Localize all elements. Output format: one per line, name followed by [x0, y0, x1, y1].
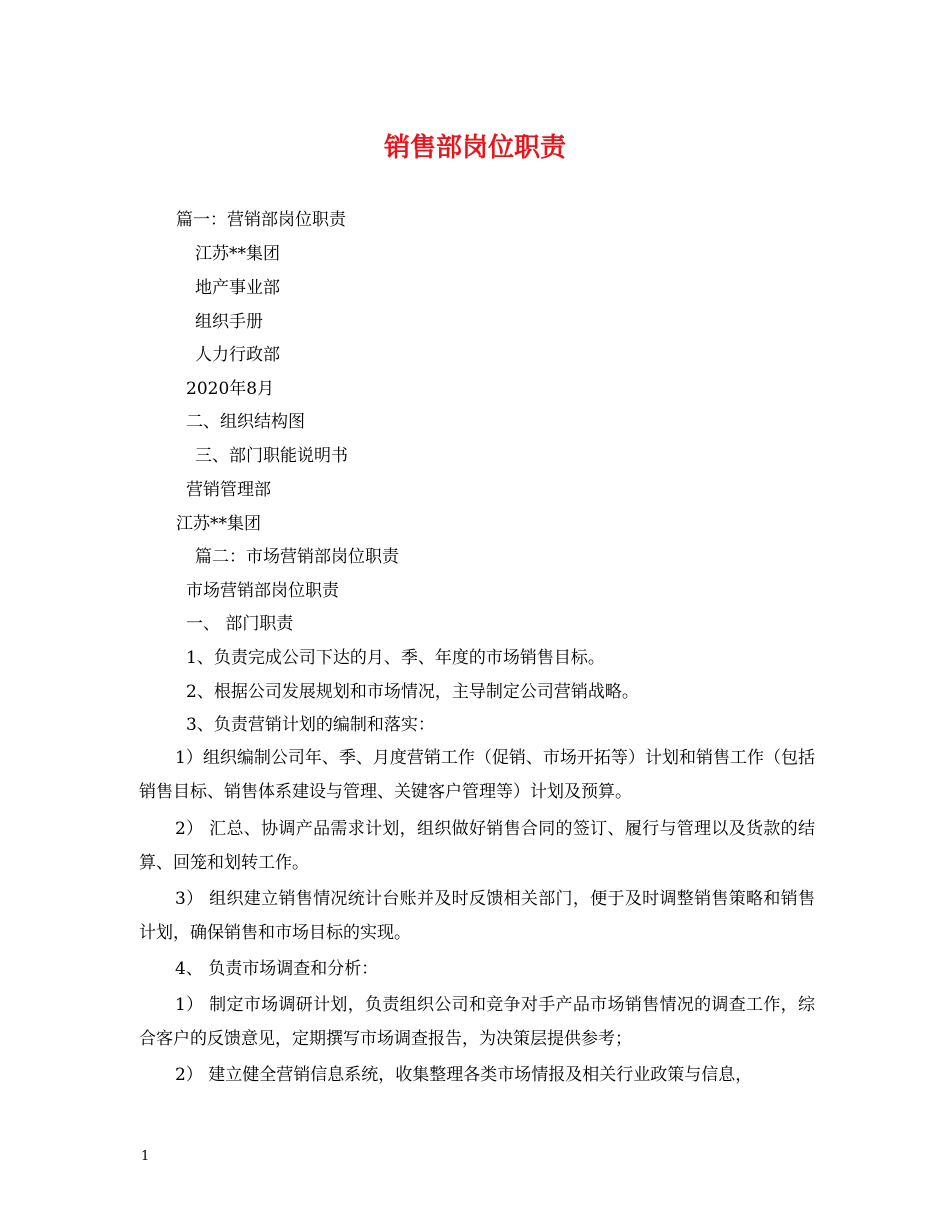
- text-line: 组织手册: [195, 312, 263, 332]
- text-line: 市场营销部岗位职责: [186, 581, 339, 601]
- text-line: 人力行政部: [195, 345, 280, 365]
- text-line: 3、负责营销计划的编制和落实：: [186, 715, 435, 735]
- text-line: 三、部门职能说明书: [195, 446, 348, 466]
- text-line: 二、组织结构图: [186, 412, 305, 432]
- text-line: 江苏**集团: [176, 514, 261, 534]
- page-number: 1: [141, 1149, 150, 1164]
- paragraph: 4、 负责市场调查和分析：: [175, 959, 379, 979]
- document-title: 销售部岗位职责: [383, 133, 566, 163]
- date-line: 2020年8月: [186, 379, 275, 399]
- text-line: 江苏**集团: [195, 244, 280, 264]
- section-heading-2: 篇二：市场营销部岗位职责: [195, 547, 399, 567]
- paragraph: 2） 建立健全营销信息系统，收集整理各类市场情报及相关行业政策与信息，: [175, 1065, 753, 1085]
- text-line: 地产事业部: [195, 278, 280, 298]
- text-line: 1、负责完成公司下达的月、季、年度的市场销售目标。: [186, 648, 605, 668]
- section-heading-1: 篇一：营销部岗位职责: [176, 210, 346, 230]
- paragraph: 1）组织编制公司年、季、月度营销工作（促销、市场开拓等）计划和销售工作（包括销售目标、销售体系建设与管理、关键客户管理等）计划及预算。: [139, 748, 815, 802]
- text-line: 营销管理部: [186, 480, 271, 500]
- paragraph: 2） 汇总、协调产品需求计划，组织做好销售合同的签订、履行与管理以及货款的结算、回笼和划转工作。: [139, 819, 815, 873]
- paragraph: 1） 制定市场调研计划，负责组织公司和竞争对手产品市场销售情况的调查工作，综合客户的反馈意见，定期撰写市场调查报告，为决策层提供参考；: [139, 995, 815, 1049]
- paragraph: 3） 组织建立销售情况统计台账并及时反馈相关部门，便于及时调整销售策略和销售计划，确保销售和市场目标的实现。: [139, 889, 815, 943]
- text-line: 一、 部门职责: [186, 614, 294, 634]
- text-line: 2、根据公司发展规划和市场情况，主导制定公司营销战略。: [186, 682, 639, 702]
